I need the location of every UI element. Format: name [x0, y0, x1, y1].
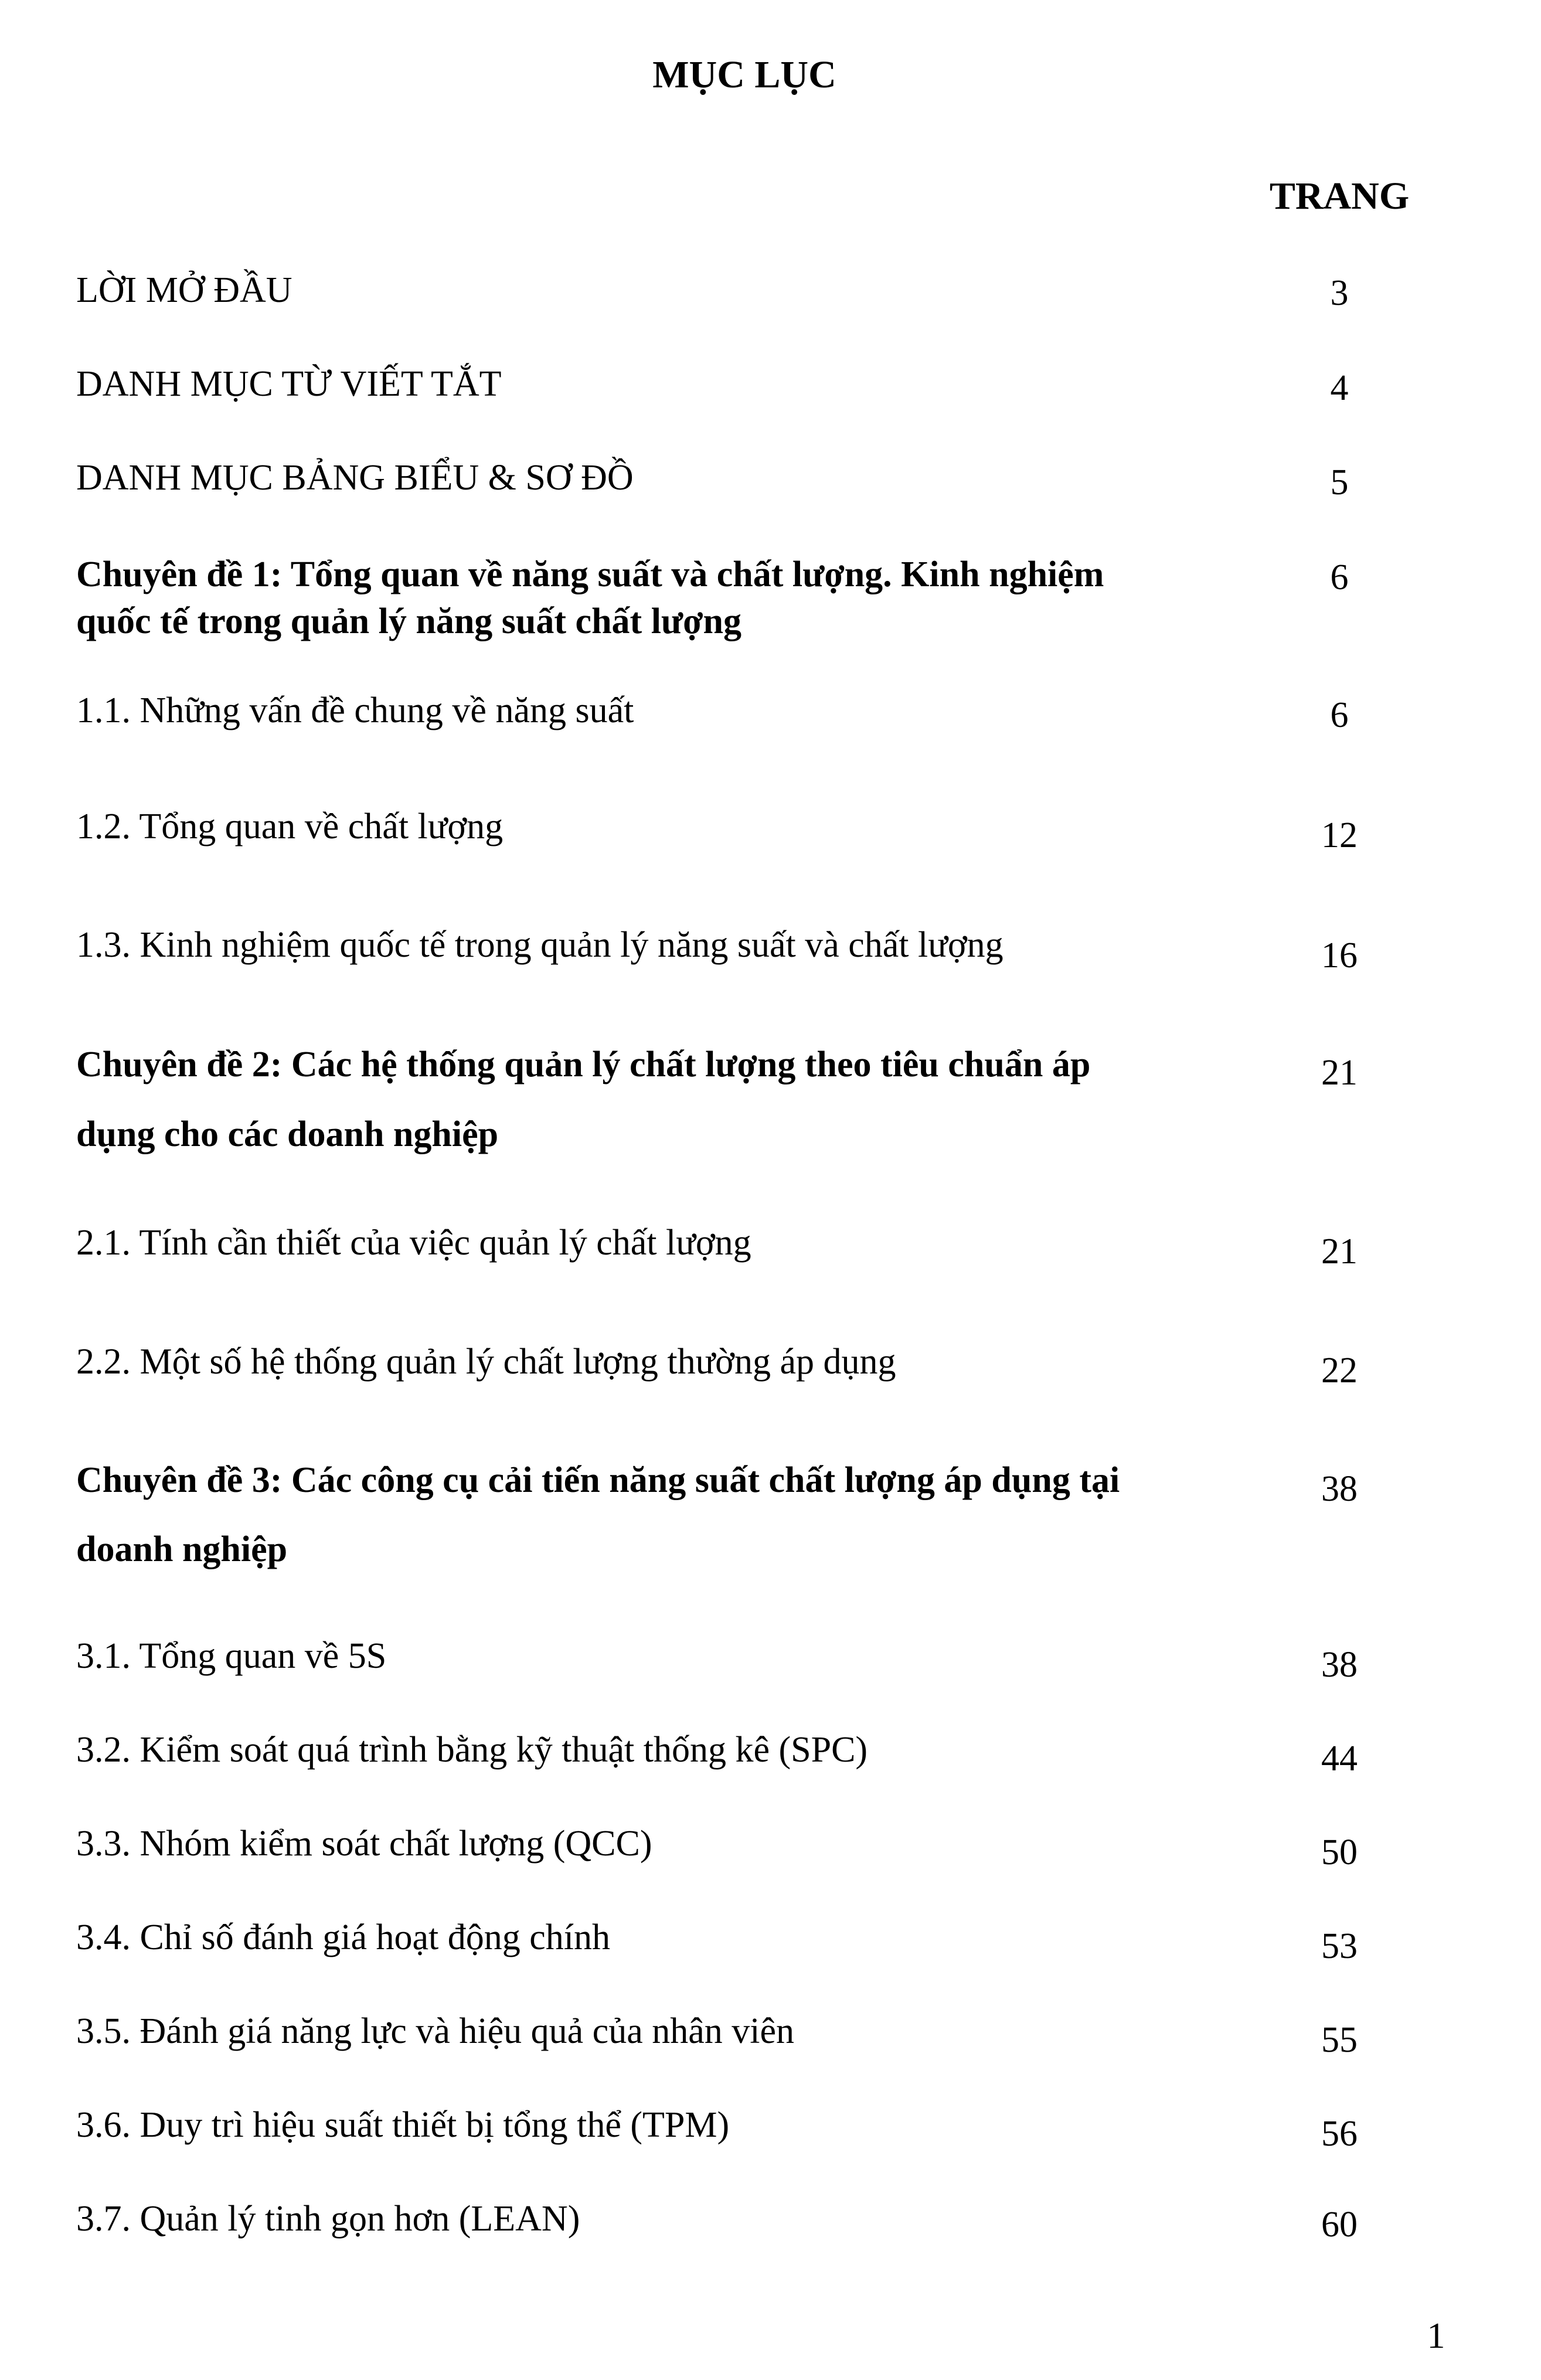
toc-entry-3-2: 3.2. Kiểm soát quá trình bằng kỹ thuật thống kê (SPC) [76, 1730, 868, 1770]
toc-entry-abbreviations: DANH MỤC TỪ VIẾT TẮT [76, 364, 502, 404]
toc-chapter-3-line2: doanh nghiệp [76, 1529, 288, 1569]
toc-page-number: 44 [1321, 1739, 1358, 1779]
toc-page-number: 56 [1321, 2114, 1358, 2154]
toc-page-number: 12 [1321, 815, 1358, 855]
toc-chapter-2-line2: dụng cho các doanh nghiệp [76, 1114, 499, 1154]
toc-page-number: 60 [1321, 2205, 1358, 2245]
page-column-header: TRANG [1269, 175, 1410, 217]
toc-chapter-1-line2: quốc tế trong quản lý năng suất chất lượng [76, 601, 741, 641]
toc-entry-3-5: 3.5. Đánh giá năng lực và hiệu quả của nhân viên [76, 2011, 794, 2051]
toc-page-number: 22 [1321, 1351, 1358, 1390]
toc-entry-3-3: 3.3. Nhóm kiểm soát chất lượng (QCC) [76, 1824, 652, 1864]
toc-chapter-2-line1: Chuyên đề 2: Các hệ thống quản lý chất lượng theo tiêu chuẩn áp [76, 1045, 1091, 1084]
toc-page-number: 53 [1321, 1926, 1358, 1966]
toc-page-number: 3 [1330, 273, 1349, 313]
toc-entry-1-3: 1.3. Kinh nghiệm quốc tế trong quản lý năng suất và chất lượng [76, 925, 1003, 965]
toc-entry-1-1: 1.1. Những vấn đề chung về năng suất [76, 691, 634, 730]
toc-page-number: 21 [1321, 1053, 1358, 1093]
toc-page-number: 50 [1321, 1832, 1358, 1872]
toc-entry-3-7: 3.7. Quản lý tinh gọn hơn (LEAN) [76, 2199, 580, 2239]
toc-entry-2-2: 2.2. Một số hệ thống quản lý chất lượng thường áp dụng [76, 1342, 896, 1382]
toc-entry-3-4: 3.4. Chỉ số đánh giá hoạt động chính [76, 1917, 610, 1957]
toc-page-number: 16 [1321, 936, 1358, 975]
toc-page-number: 55 [1321, 2020, 1358, 2060]
toc-page-number: 5 [1330, 463, 1349, 502]
toc-page-number: 38 [1321, 1645, 1358, 1685]
page-title: MỤC LỤC [652, 53, 836, 96]
toc-entry-loi-mo-dau: LỜI MỞ ĐẦU [76, 270, 292, 310]
folio-page-number: 1 [1427, 2316, 1445, 2356]
toc-page-number: 6 [1330, 557, 1349, 597]
toc-chapter-3-line1: Chuyên đề 3: Các công cụ cải tiến năng suất chất lượng áp dụng tại [76, 1460, 1120, 1500]
toc-page-number: 21 [1321, 1232, 1358, 1271]
toc-chapter-1-line1: Chuyên đề 1: Tổng quan về năng suất và chất lượng. Kinh nghiệm [76, 555, 1104, 594]
toc-entry-1-2: 1.2. Tổng quan về chất lượng [76, 807, 504, 846]
toc-page-number: 6 [1330, 695, 1349, 735]
toc-entry-3-6: 3.6. Duy trì hiệu suất thiết bị tổng thể (TPM) [76, 2105, 730, 2145]
toc-entry-2-1: 2.1. Tính cần thiết của việc quản lý chất lượng [76, 1223, 751, 1263]
toc-page-number: 38 [1321, 1469, 1358, 1509]
toc-entry-3-1: 3.1. Tổng quan về 5S [76, 1636, 387, 1676]
toc-page-number: 4 [1330, 368, 1349, 408]
toc-entry-tables-diagrams: DANH MỤC BẢNG BIỂU & SƠ ĐỒ [76, 458, 634, 498]
